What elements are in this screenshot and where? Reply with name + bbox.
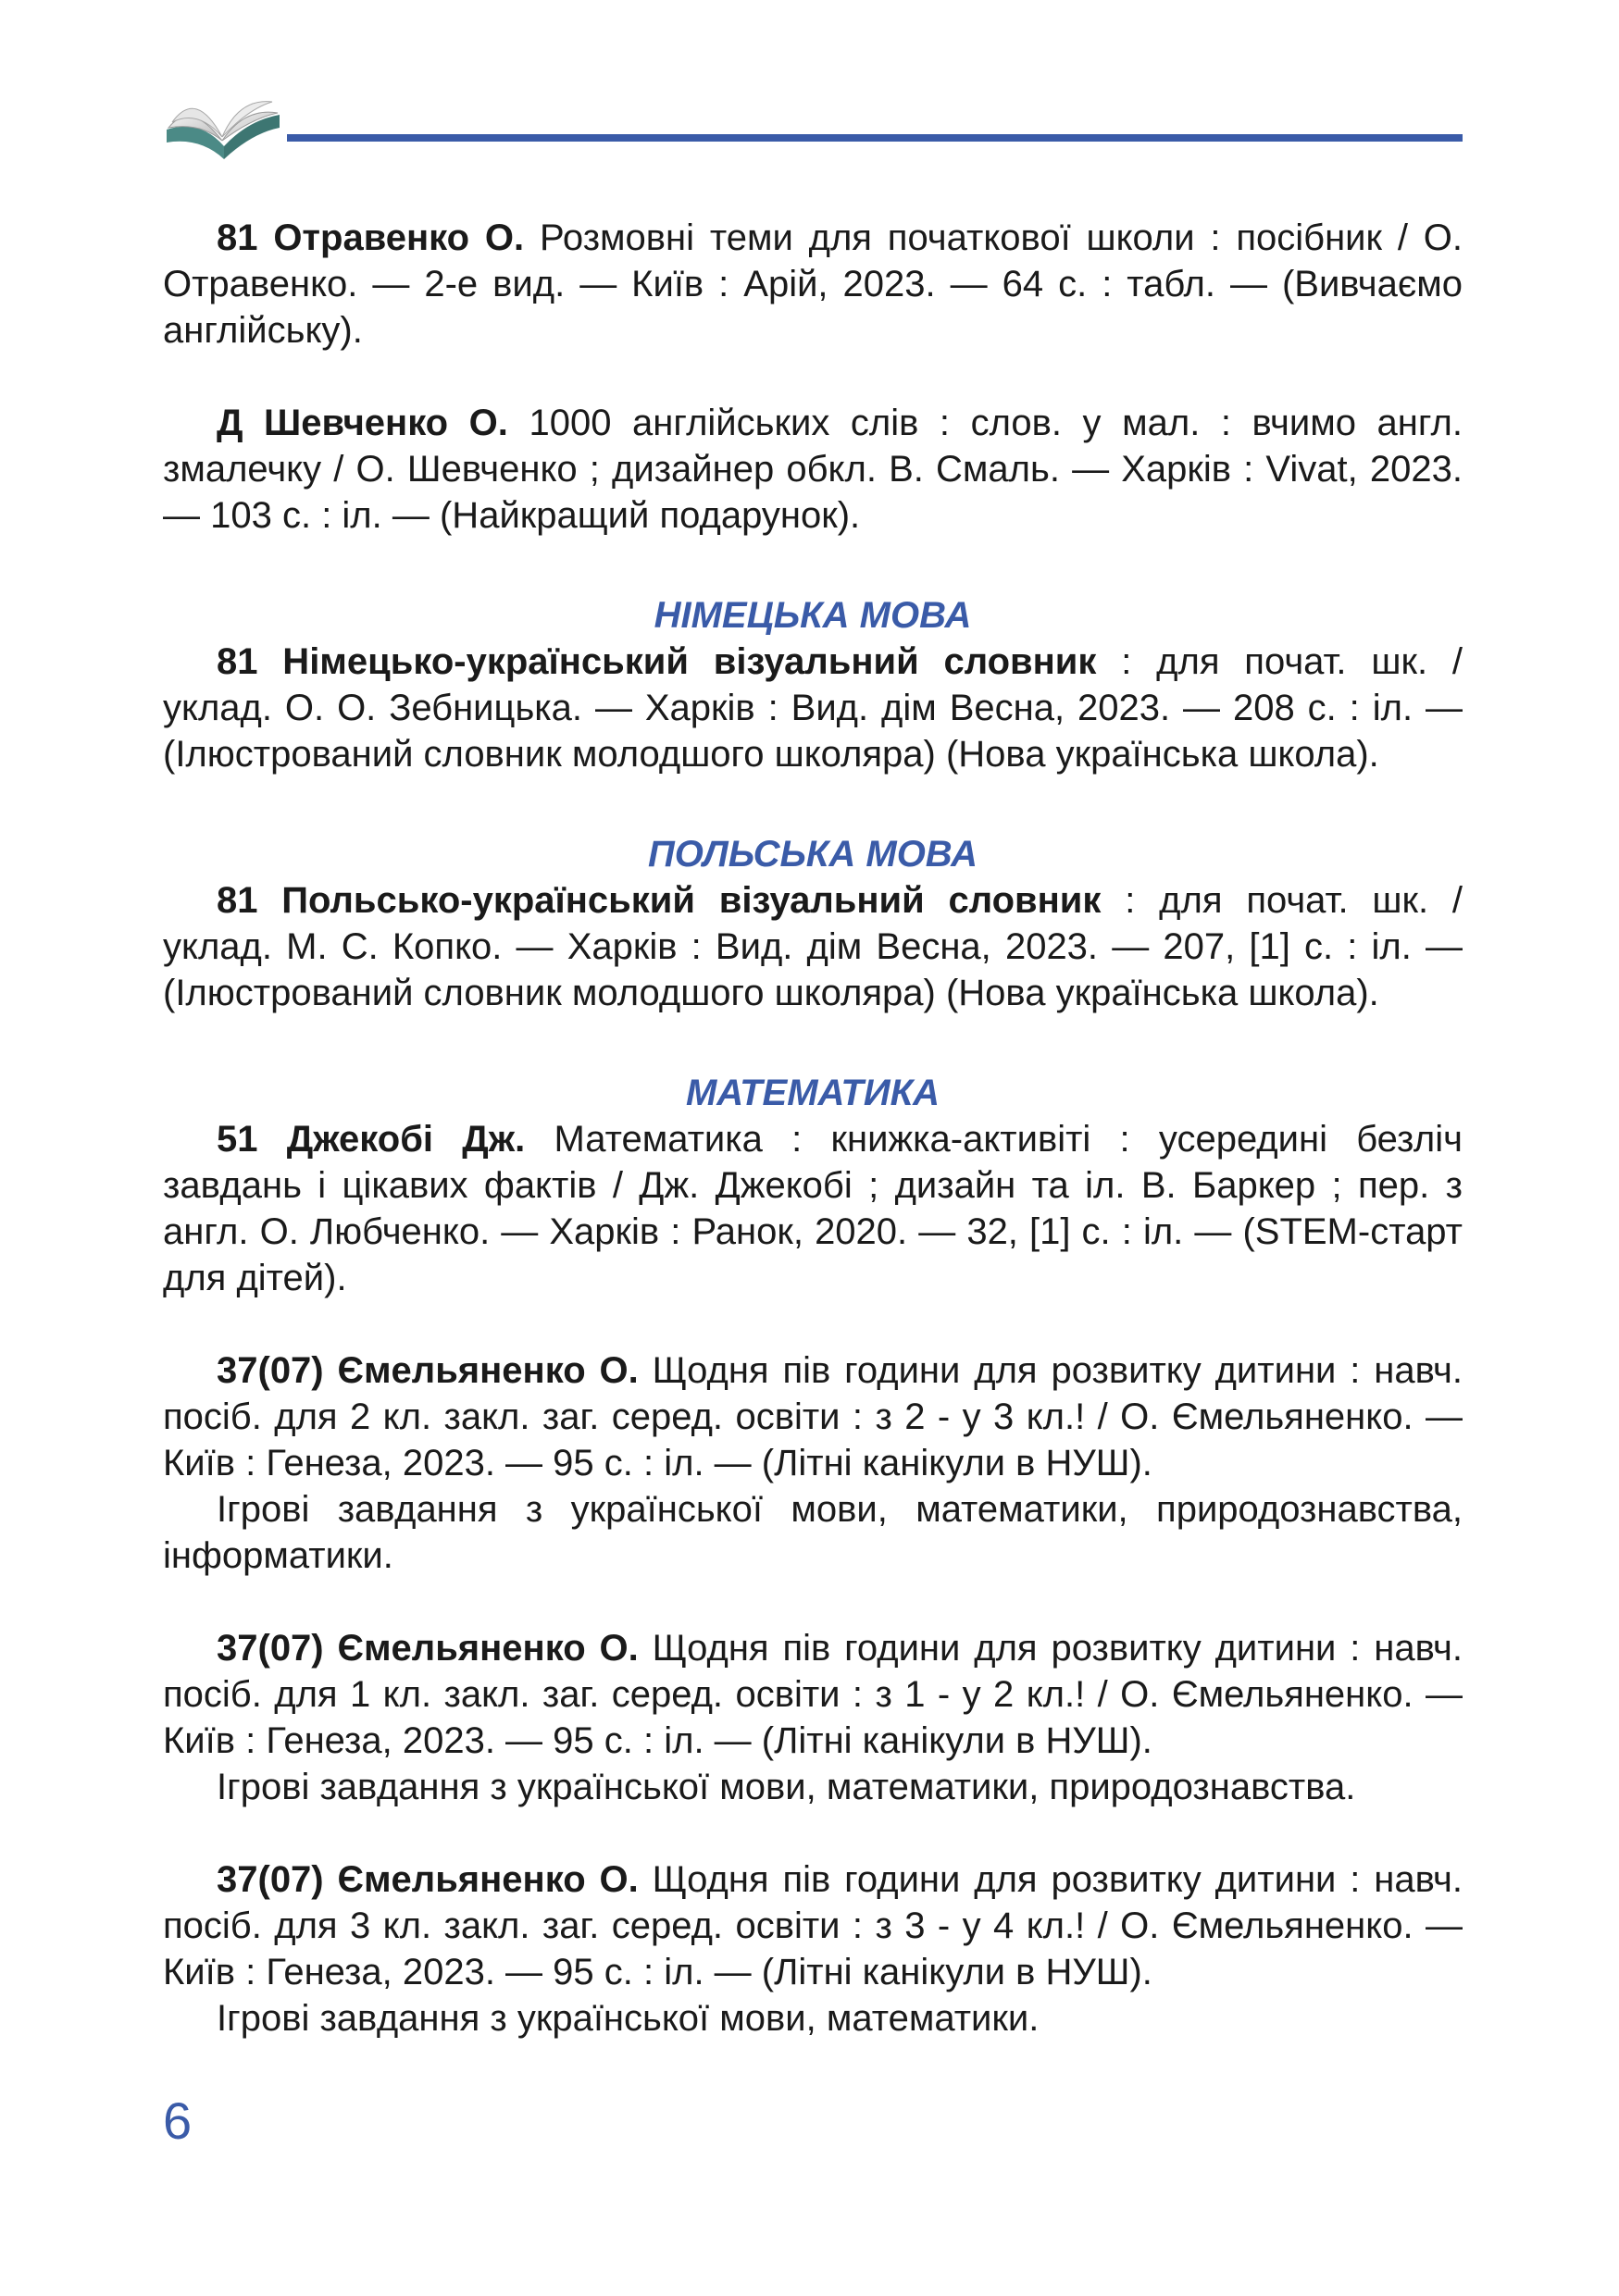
- list-item: [163, 1347, 1463, 1486]
- entry-text: Щодня пів години для розвитку дитини : навч. посіб. для 3 кл. закл. заг. серед. освіти : з 3 - у 4 кл.! / О. Ємельяненко. — Київ : Генеза, 2023. — 95 с. : іл. — (Літні канікули в НУШ).: [163, 1859, 1463, 1992]
- entry-text: : для почат. шк. / уклад. О. О. Зебницька. — Харків : Вид. дім Весна, 2023. — 208 с. : іл. — (Ілюстрований словник молодшого школяра) (Нова українська школа).: [163, 641, 1463, 775]
- entry-heading: 81 Німецько-український візуальний словник: [217, 641, 1097, 682]
- list-item: [163, 400, 1463, 539]
- entry-text: Розмовні теми для початкової школи : посібник / О. Отравенко. — 2-е вид. — Київ : Арій, 2023. — 64 с. : табл. — (Вивчаємо англійську).: [163, 217, 1463, 351]
- entry-heading: Д Шевченко О.: [217, 403, 508, 443]
- list-item: [163, 1856, 1463, 1995]
- entry-heading: 37(07) Ємельяненко О.: [217, 1628, 639, 1669]
- entry-text: Математика : книжка-активіті : усередині безліч завдань і цікавих фактів / Дж. Джекобі ; дизайн та іл. В. Баркер ; пер. з англ. О. Любченко. — Харків : Ранок, 2020. — 32, [1] с. : іл. — (STEM-старт для дітей).: [163, 1119, 1463, 1298]
- section-heading: НІМЕЦЬКА МОВА: [654, 595, 972, 636]
- entry-heading: 81 Отравенко О.: [217, 217, 525, 258]
- entry-note: Ігрові завдання з української мови, математики, природознавства, інформатики.: [163, 1489, 1463, 1576]
- entry-heading: 81 Польсько-український візуальний словник: [217, 880, 1102, 921]
- list-item: [163, 1625, 1463, 1764]
- section-heading: МАТЕМАТИКА: [685, 1073, 940, 1113]
- section-heading: ПОЛЬСЬКА МОВА: [647, 834, 978, 875]
- entry-text: Щодня пів години для розвитку дитини : навч. посіб. для 1 кл. закл. заг. серед. освіти : з 1 - у 2 кл.! / О. Ємельяненко. — Київ : Генеза, 2023. — 95 с. : іл. — (Літні канікули в НУШ).: [163, 1628, 1463, 1761]
- page-number: 6: [163, 2091, 193, 2150]
- list-item: [163, 215, 1463, 354]
- entry-heading: 37(07) Ємельяненко О.: [217, 1350, 639, 1391]
- entry-note: Ігрові завдання з української мови, математики, природознавства.: [217, 1767, 1356, 1807]
- entry-text: 1000 англійських слів : слов. у мал. : вчимо англ. змалечку / О. Шевченко ; дизайнер обкл. В. Смаль. — Харків : Vivat, 2023. — 103 с. : іл. — (Найкращий подарунок).: [163, 403, 1463, 536]
- list-item: [163, 639, 1463, 777]
- list-item: [163, 877, 1463, 1016]
- entry-note: Ігрові завдання з української мови, математики.: [217, 1998, 1040, 2039]
- entry-text: : для почат. шк. / уклад. М. С. Копко. — Харків : Вид. дім Весна, 2023. — 207, [1] с. : іл. — (Ілюстрований словник молодшого школяра) (Нова українська школа).: [163, 880, 1463, 1013]
- entry-heading: 51 Джекобі Дж.: [217, 1119, 526, 1160]
- bibliography-list: [163, 215, 1463, 2042]
- entry-text: Щодня пів години для розвитку дитини : навч. посіб. для 2 кл. закл. заг. серед. освіти : з 2 - у 3 кл.! / О. Ємельяненко. — Київ : Генеза, 2023. — 95 с. : іл. — (Літні канікули в НУШ).: [163, 1350, 1463, 1483]
- entry-heading: 37(07) Ємельяненко О.: [217, 1859, 639, 1900]
- open-book-icon: [163, 81, 283, 165]
- list-item: [163, 1116, 1463, 1301]
- header-rule: [287, 134, 1463, 142]
